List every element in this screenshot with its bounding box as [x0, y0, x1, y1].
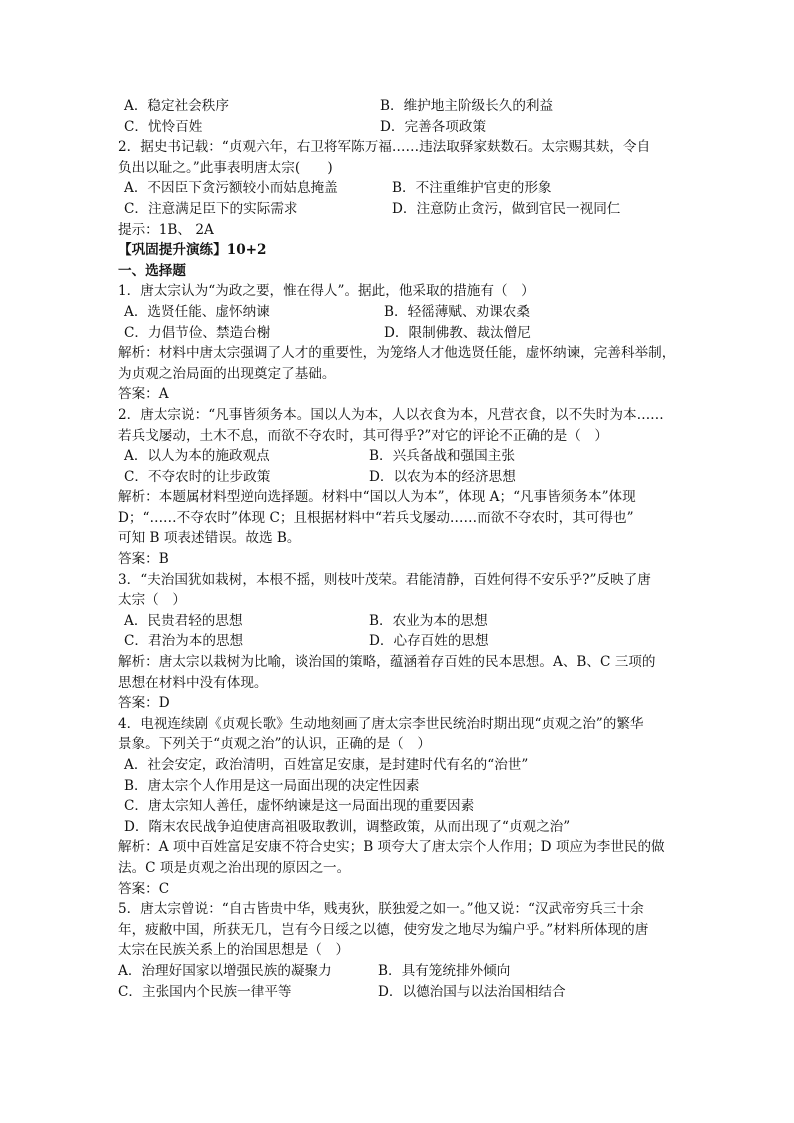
q4-analysis-line-2: 法。C 项是贞观之治出现的原因之一。 — [118, 859, 351, 876]
q2-stem-line-1: 2．唐太宗说：“凡事皆须务本。国以人为本，人以衣食为本，凡营衣食，以不失时为本…… — [118, 406, 664, 423]
prev-options-row-2 — [118, 117, 678, 138]
q1-option-c: C．力倡节俭、禁造台榭 — [124, 324, 271, 341]
q5-stem-line-1: 5．唐太宗曾说：“自古皆贵中华，贱夷狄，朕独爱之如一。”他又说：“汉武帝穷兵三十余 — [118, 901, 644, 918]
q2-option-a: A．以人为本的施政观点 — [124, 448, 270, 465]
q2-option-b: B．兴兵备战和强国主张 — [369, 448, 515, 465]
q2-analysis-line-3: 可知 B 项表述错误。故选 B。 — [118, 530, 301, 547]
q1-option-b: B．轻徭薄赋、劝课农桑 — [384, 303, 530, 320]
q1-answer: 答案：A — [118, 386, 169, 403]
q3-option-b: B．农业为本的思想 — [369, 612, 488, 629]
q4-option-c: C．唐太宗知人善任，虚怀纳谏是这一局面出现的重要因素 — [124, 798, 475, 815]
q4-option-b: B．唐太宗个人作用是这一局面出现的决定性因素 — [124, 777, 420, 794]
q4-option-a: A．社会安定，政治清明，百姓富足安康，是封建时代有名的“治世” — [124, 757, 529, 773]
q1-analysis-line-1: 解析：材料中唐太宗强调了人才的重要性，为笼络人才他选贤任能，虚怀纳谏，完善科举制， — [118, 345, 676, 362]
q2-answer: 答案：B — [118, 551, 169, 568]
q1-options-row-2 — [118, 323, 678, 344]
q2-options-row-1 — [118, 446, 678, 467]
q1-options-row-1 — [118, 302, 678, 323]
q4-analysis-line-1: 解析：A 项中百姓富足安康不符合史实；B 项夸大了唐太宗个人作用；D 项应为李世民的做 — [118, 839, 665, 856]
q1-option-a: A．选贤任能、虚怀纳谏 — [124, 303, 270, 320]
document-page — [118, 96, 678, 1002]
q2-stem-line-2: 若兵戈屡动，土木不息，而欲不夺农时，其可得乎?”对它的评论不正确的是（ ） — [118, 427, 609, 444]
q4-answer: 答案：C — [118, 880, 170, 897]
q1-option-d: D．限制佛教、裁汰僧尼 — [384, 324, 531, 341]
q2prev-option-d: D．注意防止贪污，做到官民一视同仁 — [392, 200, 621, 217]
q2prev-option-a: A．不因臣下贪污额较小而姑息掩盖 — [124, 180, 338, 197]
prev-option-a: A．稳定社会秩序 — [124, 98, 229, 114]
q4-option-d: D．隋末农民战争迫使唐高祖吸取教训，调整政策，从而出现了“贞观之治” — [124, 818, 571, 835]
subsection-title: 一、选择题 — [118, 262, 186, 279]
prev-option-d: D．完善各项政策 — [380, 118, 487, 135]
q2-analysis-line-2: D；“……不夺农时”体现 C；且根据材料中“若兵戈屡动……而欲不夺农时，其可得也” — [118, 509, 634, 526]
q1-stem: 1．唐太宗认为“为政之要，惟在得人”。据此，他采取的措施有（ ） — [118, 283, 535, 300]
q3-answer: 答案：D — [118, 695, 170, 712]
q5-options-row-1 — [118, 961, 678, 982]
q2-options-row-2 — [118, 467, 678, 488]
q2prev-stem-line-1: 2．据史书记载：“贞观六年，右卫将军陈万福……违法取驿家麸数石。太宗赐其麸，令自 — [118, 139, 651, 156]
q2prev-option-c: C．注意满足臣下的实际需求 — [124, 200, 298, 217]
prev-option-c: C．忧怜百姓 — [124, 118, 203, 135]
q2-option-d: D．以农为本的经济思想 — [369, 468, 516, 485]
q3-stem-line-2: 太宗（ ） — [118, 592, 186, 609]
q3-options-row-2 — [118, 631, 678, 652]
prev-options-row-1 — [118, 96, 678, 117]
q2prev-options-row-2 — [118, 199, 678, 220]
q3-option-c: C．君治为本的思想 — [124, 633, 244, 650]
q3-options-row-1 — [118, 611, 678, 632]
q5-options-row-2 — [118, 982, 678, 1003]
q2prev-options-row-1 — [118, 178, 678, 199]
q5-option-b: B．具有笼统排外倾向 — [378, 962, 511, 979]
q2-analysis-line-1: 解析：本题属材料型逆向选择题。材料中“国以人为本”，体现 A；“凡事皆须务本”体现 — [118, 489, 636, 506]
q4-stem-line-2: 景象。下列关于“贞观之治”的认识，正确的是（ ） — [118, 736, 431, 753]
prev-option-b: B．维护地主阶级长久的利益 — [380, 98, 554, 114]
q2prev-stem-line-2: 负出以耻之。”此事表明唐太宗( ) — [118, 159, 333, 176]
q3-option-d: D．心存百姓的思想 — [369, 633, 489, 650]
q3-analysis-line-1: 解析：唐太宗以栽树为比喻，谈治国的策略，蕴涵着存百姓的民本思想。A、B、C 三项的 — [118, 654, 656, 671]
q3-stem-line-1: 3．“夫治国犹如栽树，本根不摇，则枝叶茂荣。君能清静，百姓何得不安乐乎?”反映了唐 — [118, 571, 651, 588]
q5-stem-line-2: 年，疲敝中国，所获无几，岂有今日绥之以德，使穷发之地尽为编户乎。”材料所体现的唐 — [118, 921, 649, 938]
q1-analysis-line-2: 为贞观之治局面的出现奠定了基础。 — [118, 365, 336, 382]
q5-option-c: C．主张国内个民族一律平等 — [118, 983, 292, 1000]
q2prev-option-b: B．不注重维护官吏的形象 — [392, 180, 552, 197]
section-title: 【巩固提升演练】10+2 — [118, 242, 267, 259]
q3-option-a: A．民贵君轻的思想 — [124, 612, 243, 629]
q5-option-d: D．以德治国与以法治国相结合 — [378, 983, 566, 1000]
q4-stem-line-1: 4．电视连续剧《贞观长歌》生动地刻画了唐太宗李世民统治时期出现“贞观之治”的繁华 — [118, 715, 644, 732]
q3-analysis-line-2: 思想在材料中没有体现。 — [118, 674, 268, 691]
q5-option-a: A．治理好国家以增强民族的凝聚力 — [118, 962, 332, 979]
hint-line: 提示：1B、 2A — [118, 221, 214, 238]
q2-option-c: C．不夺农时的让步政策 — [124, 468, 271, 485]
q5-stem-line-3: 太宗在民族关系上的治国思想是（ ） — [118, 942, 350, 959]
